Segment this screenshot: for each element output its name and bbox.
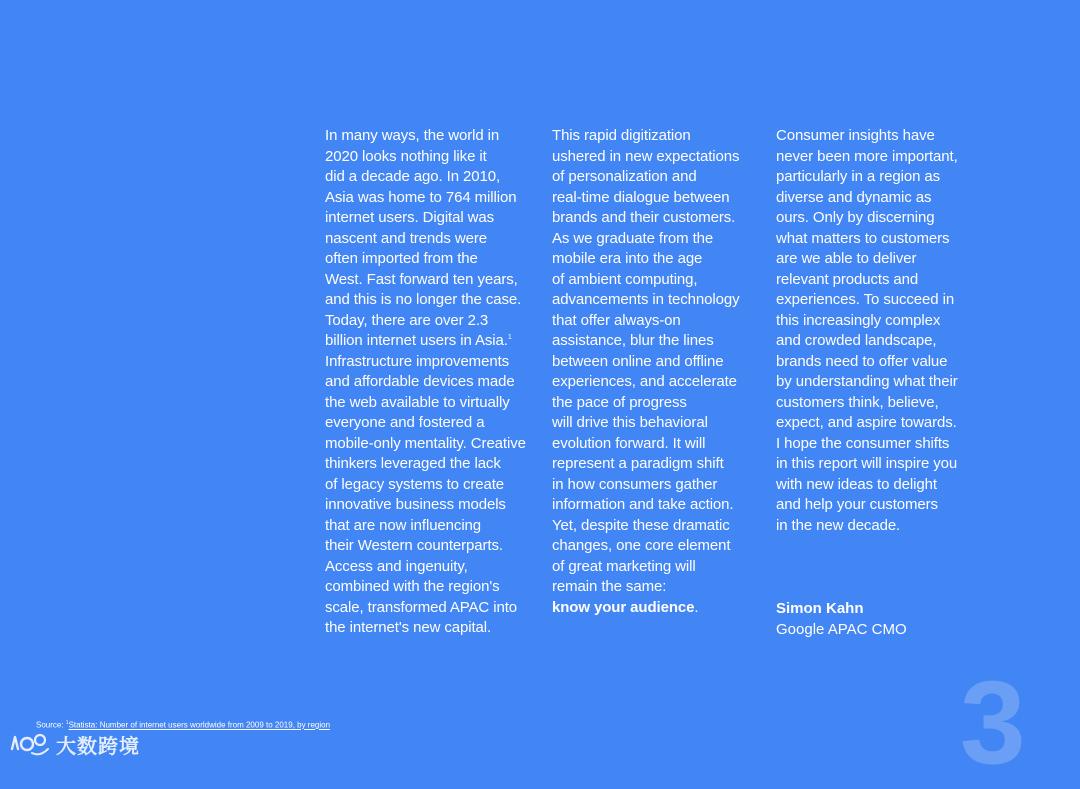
text-line-content: real-time dialogue between xyxy=(552,188,730,206)
text-line-content: In many ways, the world in xyxy=(325,127,500,144)
text-line xyxy=(776,147,976,168)
text-line-content: 2020 looks nothing like it xyxy=(325,147,487,165)
text-line xyxy=(552,434,762,455)
text-line-content: evolution forward. It will xyxy=(552,434,706,452)
watermark-text: 大数跨境 xyxy=(56,733,140,758)
text-line-content: that offer always-on xyxy=(552,311,681,329)
text-line-content: represent a paradigm shift xyxy=(552,455,724,472)
text-line-content: As we graduate from the xyxy=(552,229,714,247)
text-line-content: Infrastructure improvements xyxy=(325,352,510,370)
footnote-marker: 1 xyxy=(507,334,512,341)
text-line-content: their Western counterparts. xyxy=(325,537,503,554)
text-line xyxy=(325,434,535,455)
signature-role: Google APAC CMO xyxy=(776,621,907,638)
text-line-content: expect, and aspire towards. xyxy=(776,414,957,431)
text-line-content: internet users. Digital was xyxy=(325,209,495,226)
text-line xyxy=(552,352,762,373)
text-line xyxy=(776,434,976,455)
source-label: Source: xyxy=(36,720,66,730)
text-line-content: in the new decade. xyxy=(776,516,901,534)
text-line xyxy=(552,290,762,311)
text-line xyxy=(552,454,762,475)
text-line-content: experiences, and accelerate xyxy=(552,373,737,390)
text-line xyxy=(325,147,535,168)
text-line-content: Today, there are over 2.3 xyxy=(325,311,489,329)
text-line-content: Yet, despite these dramatic xyxy=(552,516,730,534)
text-line xyxy=(776,352,976,373)
watermark-logo-icon xyxy=(8,731,54,757)
text-line-content: of personalization and xyxy=(552,168,697,185)
text-line xyxy=(325,393,535,414)
text-line-content: the internet's new capital. xyxy=(325,619,492,636)
text-line-content: scale, transformed APAC into xyxy=(325,598,518,616)
text-line xyxy=(552,577,762,598)
text-line xyxy=(776,126,976,147)
text-line-content: nascent and trends were xyxy=(325,229,487,247)
text-line-content: diverse and dynamic as xyxy=(776,188,932,206)
text-line-content: brands need to offer value xyxy=(776,352,948,370)
text-line xyxy=(552,188,762,209)
text-line xyxy=(552,475,762,496)
text-line-content: and this is no longer the case. xyxy=(325,291,522,308)
text-line-content: Consumer insights have xyxy=(776,127,935,144)
source-link[interactable]: Statista: Number of internet users worldwide from 2009 to 2019, by region xyxy=(68,720,331,730)
text-line xyxy=(776,372,976,393)
text-line xyxy=(552,495,762,516)
text-line-content: I hope the consumer shifts xyxy=(776,434,950,452)
text-line-content: of legacy systems to create xyxy=(325,475,505,493)
text-line-content: of great marketing will xyxy=(552,557,696,575)
page-number: 3 xyxy=(960,657,1026,789)
emphasis-punctuation: . xyxy=(694,598,699,616)
text-line-content: customers think, believe, xyxy=(776,393,939,411)
text-line-content: and help your customers xyxy=(776,496,938,513)
text-line xyxy=(776,270,976,291)
text-line xyxy=(776,393,976,414)
text-line xyxy=(552,147,762,168)
text-line-content: often imported from the xyxy=(325,250,478,267)
text-line-content: of ambient computing, xyxy=(552,270,698,288)
text-line xyxy=(325,454,535,475)
text-line xyxy=(325,577,535,598)
text-line-content: brands and their customers. xyxy=(552,209,736,226)
text-line-content: this increasingly complex xyxy=(776,311,941,329)
text-line-content: relevant products and xyxy=(776,270,919,288)
text-line xyxy=(552,516,762,537)
intro-column-3 xyxy=(776,126,976,536)
text-line xyxy=(552,557,762,578)
intro-column-2 xyxy=(552,126,762,618)
text-line-content: never been more important, xyxy=(776,147,958,165)
text-line-content: what matters to customers xyxy=(776,229,950,247)
text-line-content: innovative business models xyxy=(325,496,506,513)
watermark xyxy=(8,728,140,760)
text-line-content: ours. Only by discerning xyxy=(776,209,935,226)
text-line-content: billion internet users in Asia. xyxy=(325,332,508,349)
text-line-content: are we able to deliver xyxy=(776,250,917,267)
text-line-content: and crowded landscape, xyxy=(776,332,937,349)
text-line-content: particularly in a region as xyxy=(776,168,941,185)
text-line xyxy=(776,475,976,496)
text-line xyxy=(776,249,976,270)
text-line xyxy=(552,249,762,270)
text-line-content: remain the same: xyxy=(552,578,667,595)
text-line xyxy=(552,270,762,291)
text-line-content: in how consumers gather xyxy=(552,475,718,493)
text-line-content: the pace of progress xyxy=(552,393,687,411)
text-line xyxy=(776,495,976,516)
signature-name: Simon Kahn xyxy=(776,600,864,617)
text-line xyxy=(325,495,535,516)
text-line-content: that are now influencing xyxy=(325,516,482,534)
text-line xyxy=(776,331,976,352)
text-line xyxy=(325,290,535,311)
source-marker: 1 xyxy=(65,720,69,726)
text-line-content: mobile era into the age xyxy=(552,250,703,267)
text-line-content: will drive this behavioral xyxy=(552,414,708,431)
text-line-content: with new ideas to delight xyxy=(776,475,937,493)
text-line xyxy=(776,516,976,537)
text-line-content: everyone and fostered a xyxy=(325,414,485,431)
text-line-content: between online and offline xyxy=(552,352,724,370)
text-line-content: assistance, blur the lines xyxy=(552,332,714,349)
text-line xyxy=(325,229,535,250)
text-line xyxy=(325,208,535,229)
text-line xyxy=(776,167,976,188)
text-line xyxy=(325,126,535,147)
signature-block xyxy=(776,598,907,640)
text-line xyxy=(325,188,535,209)
text-line xyxy=(325,167,535,188)
text-line xyxy=(325,413,535,434)
emphasis-text: know your audience xyxy=(552,598,695,616)
text-line-content: information and take action. xyxy=(552,496,734,513)
text-line xyxy=(776,413,976,434)
text-line xyxy=(552,536,762,557)
text-line-content: did a decade ago. In 2010, xyxy=(325,168,501,185)
emphasis-line xyxy=(552,598,762,619)
text-line-content: ushered in new expectations xyxy=(552,147,740,165)
text-line-content: Asia was home to 764 million xyxy=(325,188,517,206)
text-line xyxy=(325,352,535,373)
text-line-content: mobile-only mentality. Creative xyxy=(325,434,526,452)
text-line xyxy=(552,393,762,414)
text-line xyxy=(325,536,535,557)
text-line xyxy=(552,208,762,229)
text-line xyxy=(325,331,535,352)
text-line-content: and affordable devices made xyxy=(325,373,515,390)
text-line xyxy=(552,372,762,393)
text-line-content: advancements in technology xyxy=(552,291,740,308)
intro-column-1 xyxy=(325,126,535,639)
text-line-content: Access and ingenuity, xyxy=(325,557,468,575)
text-line xyxy=(776,311,976,332)
text-line-content: This rapid digitization xyxy=(552,127,691,144)
text-line xyxy=(776,290,976,311)
text-line xyxy=(776,229,976,250)
text-line xyxy=(552,126,762,147)
text-line xyxy=(552,311,762,332)
text-line-content: in this report will inspire you xyxy=(776,455,958,472)
text-line xyxy=(325,270,535,291)
text-line xyxy=(325,598,535,619)
text-line-content: changes, one core element xyxy=(552,537,731,554)
text-line xyxy=(776,208,976,229)
text-line xyxy=(325,249,535,270)
text-line xyxy=(325,311,535,332)
text-line-content: experiences. To succeed in xyxy=(776,291,955,308)
text-line-content: West. Fast forward ten years, xyxy=(325,270,518,288)
text-line xyxy=(325,372,535,393)
text-line-content: by understanding what their xyxy=(776,373,958,390)
text-line xyxy=(325,618,535,639)
text-line xyxy=(325,516,535,537)
text-line xyxy=(325,475,535,496)
text-line xyxy=(552,229,762,250)
text-line xyxy=(776,188,976,209)
text-line-content: thinkers leveraged the lack xyxy=(325,455,501,472)
text-line xyxy=(552,331,762,352)
text-line-content: combined with the region's xyxy=(325,578,500,595)
text-line xyxy=(776,454,976,475)
text-line-content: the web available to virtually xyxy=(325,393,510,411)
text-line xyxy=(552,413,762,434)
text-line xyxy=(325,557,535,578)
text-line xyxy=(552,167,762,188)
